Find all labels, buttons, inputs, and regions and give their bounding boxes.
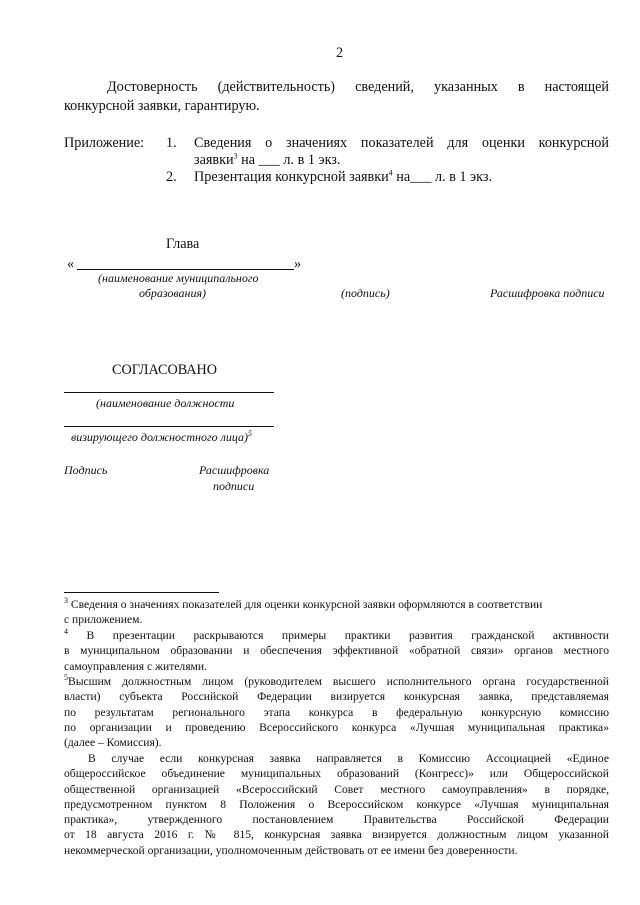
footnote-ref-5: 5 [248,429,253,438]
approval-signature-label: Подпись [64,463,108,477]
quote-open: « [67,256,75,272]
municipality-name-line [77,269,294,270]
appendix-label: Приложение: [64,135,145,151]
footnote-5-line-5: (далее – Комиссия). [64,736,162,750]
footnote-5-paragraph-2 [64,751,609,858]
footnote-5-line-2: власти) субъекта Российской Федерации визируется конкурсная заявка, представляемая [64,690,609,704]
position-line-1 [64,392,274,393]
approval-decoding-line-2: подписи [213,479,255,493]
footnote-5-p2-line-7: некоммерческой организации, уполномоченным действовать от ее имени без доверенности. [64,843,518,857]
footnote-5-p2-line-1: В случае если конкурсная заявка направляется в Комиссию Ассоциацией «Единое [88,752,609,765]
footnote-5-p2-line-6: от 18 августа 2016 г. № 815, конкурсная заявка визируется должностным лицом указанной [64,828,609,842]
signature-caption: (подпись) [341,286,390,300]
footnote-5-line-3: по результатам регионального этапа конкурса в федеральную конкурсную комиссию [64,705,609,719]
footnote-5-p2-line-5: практика», утвержденного постановлением Правительства Российской Федерации [64,813,609,827]
footnote-ref-3: 3 [233,151,238,161]
footnote-5-p2-line-3: общественной организацией «Всероссийский Совет местного самоуправления» в порядке, [64,782,609,796]
appendix-item-1-number: 1. [166,135,177,151]
statement-line-1: Достоверность (действительность) сведений, указанных в настоящей [107,79,609,95]
footnote-5-line-4: по организации и проведению Всероссийского конкурса «Лучшая муниципальная практика» [64,720,609,734]
footnote-ref-4: 4 [388,168,393,178]
statement-line-2: конкурсной заявки, гарантирую. [64,98,260,114]
footnote-5 [64,674,609,750]
footnote-3-line-1: $^3$ Сведения о значениях показателей для оценки конкурсной заявки оформляются в соответствии [64,596,543,611]
footnote-3-line-2: с приложением. [64,613,143,627]
quote-close: » [294,256,302,272]
appendix-item-2: Презентация конкурсной заявки$^4$ на___ л. в 1 экз. [194,168,492,185]
footnote-3 [64,597,609,628]
footnote-4-line-3: самоуправления с жителями. [64,659,207,673]
decoding-caption: Расшифровка подписи [490,286,605,300]
appendix-item-1-line-2: заявки$^3$ на ___ л. в 1 экз. [194,151,341,168]
appendix-item-2-number: 2. [166,169,177,185]
approval-title: СОГЛАСОВАНО [112,362,218,378]
page-number: 2 [336,45,344,61]
position-caption-line-2: визирующего должностного лица)$^5$ [71,429,253,444]
footnote-4-line-1: $^4$ В презентации раскрываются примеры практики развития гражданской активности [64,627,609,642]
municipality-caption-line-1: (наименование муниципального [98,271,259,285]
municipality-caption-line-2: образования) [139,286,207,300]
footnote-5-p2-line-4: предусмотренном пунктом 8 Положения о Всероссийском конкурсе «Лучшая муниципальная [64,797,609,811]
approval-decoding-line-1: Расшифровка [199,463,270,477]
footnote-5-p2-line-2: общероссийское объединение муниципальных образований (Конгресс)» или Общероссийской [64,767,609,781]
appendix-item-1-line-1: Сведения о значениях показателей для оценки конкурсной [194,135,609,151]
footnote-4 [64,628,609,674]
position-caption-line-1: (наименование должности [96,396,235,410]
footnote-4-line-2: в муниципальном образовании и обеспечения эффективной «обратной связи» органов местного [64,644,609,658]
head-title: Глава [166,236,200,252]
position-line-2 [64,426,274,427]
footnote-separator [64,592,219,593]
footnote-5-line-1: $^5$Высшим должностным лицом (руководителем высшего исполнительного органа государственной [64,673,609,688]
